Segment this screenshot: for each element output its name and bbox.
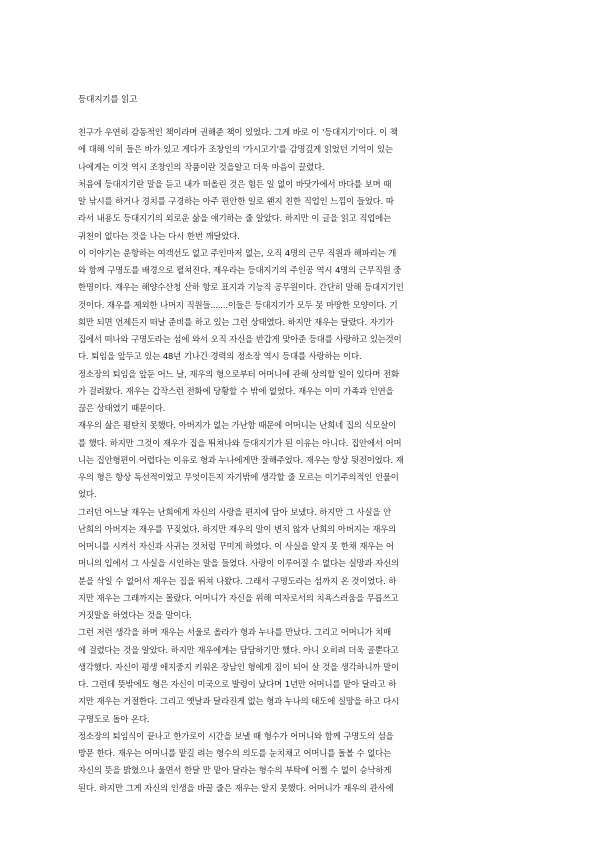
body-line: 와 함께 구명도를 배경으로 펼쳐진다. 재우라는 등대지기의 주인공 역시 4명의 근무직원 중 xyxy=(78,265,402,275)
body-line: 방문 한다. 재우는 어머니를 맡길 려는 형수의 의도를 눈치채고 어머니를 돌볼 수 없다는 xyxy=(78,748,391,758)
body-line: 에 대해 익히 들은 바가 있고 게다가 조창인의 '가시고기'를 감명깊게 읽었던 기억이 있는 xyxy=(78,144,393,155)
body-line: 우의 형은 항상 독선적이었고 무엇이든지 자기밖에 생각할 줄 모르는 이기주의적인 인물이 xyxy=(78,472,399,482)
body-line: 끊은 상태였기 때문이다. xyxy=(78,403,166,413)
body-line: 자신의 뜻을 밝혔으나 울면서 한달 만 맡아 달라는 형수의 부탁에 어쩔 수 없이 승낙하게 xyxy=(78,765,392,776)
body-line: 이 이야기는 운항하는 여객선도 없고 주인마저 없는, 오직 4명의 근무 직원과 해파리는 개 xyxy=(78,247,397,258)
body-line: 회만 되면 언제든지 떠날 준비를 하고 있는 그런 상태였다. 하지만 재우는 달랐다. 자기가 xyxy=(78,316,394,327)
body-line: 었다. xyxy=(78,489,97,500)
document-title: 등대지기를 읽고 xyxy=(78,95,138,105)
body-line: 나에게는 이것 역시 조창인의 작품이란 것을알고 더욱 마음이 끌렸다. xyxy=(78,161,325,172)
body-line: 그런 저런 생각을 하며 재우는 서울로 올라가 형과 누나를 만났다. 그리고 어머니가 치매 xyxy=(78,627,391,638)
body-line: 친구가 우연히 감동적인 책이라며 권해준 책이 있었다. 그게 바로 이 '등대지기'이다. 이 책 xyxy=(78,127,398,137)
body-line: 귀천이 없다는 것을 나는 다시 한번 깨달았다. xyxy=(78,230,240,241)
body-line: 지만 재우는 그래까지는 몰랐다. 어머니가 자신을 위해 여자로서의 치욕스러움을 무릅쓰고 xyxy=(78,592,399,603)
body-line: 머니의 입에서 그 사실을 시인하는 말을 들었다. 사랑이 이루어질 수 없다는 실망과 자신의 xyxy=(78,558,399,569)
body-line: 처음에 등대지기란 말을 듣고 내가 떠올린 것은 힘든 일 없이 바닷가에서 바다를 보며 때 xyxy=(78,178,392,189)
body-line: 거짓말을 하였다는 것을 말이다. xyxy=(78,610,192,620)
body-line: 것이다. 재우를 제외한 나머지 직원들.......이들은 등대지기가 모두 못 마땅한 모양이다. 기 xyxy=(78,299,398,310)
body-line: 된다. 하지만 그게 자신의 인생을 바꿀 줄은 재우는 알지 못했다. 어머니가 재우의 관사에 xyxy=(78,782,394,793)
body-line: 어머니를 시켜서 자신과 사귀는 것처럼 꾸미게 하였다. 이 사실을 알지 못 한채 재우는 어 xyxy=(78,541,394,551)
body-line: 정소장의 퇴임식이 끝나고 한가로이 시간을 보낼 때 형수가 어머니와 함께 구명도의 섬을 xyxy=(78,730,394,741)
body-line: 한명이다. 재우는 해양수산청 산하 항로 표지과 기능직 공무원이다. 간단히 말해 등대지기인 xyxy=(78,282,404,293)
body-line: 지만 재우는 거절한다. 그리고 옛날과 달라진게 없는 형과 누나의 태도에 실망을 하고 다시 xyxy=(78,696,399,707)
document-body xyxy=(78,124,518,797)
body-line: 그러던 어느날 재우는 난희에게 자신의 사랑을 편지에 담아 보냈다. 하지만 그 사실을 안 xyxy=(78,506,391,517)
body-line: 구명도로 돌아 온다. xyxy=(78,713,150,724)
body-line: 다. 퇴임을 앞두고 있는 48년 기나긴 경력의 정소장 역시 등대를 사랑하는 이다. xyxy=(78,351,362,362)
body-line: 니는 집안형편이 어렵다는 이유로 형과 누나에게만 잘해주었다. 재우는 항상 뒷전이었다. 재 xyxy=(78,454,404,465)
body-line: 알 낚시를 하거나 경치를 구경하는 아주 편안한 일로 왠지 친한 직업인 느낌이 들었다. 따 xyxy=(78,196,394,206)
body-line: 정소장의 퇴임을 앞둔 어느 날, 재우의 형으로부터 어머니에 관해 상의할 일이 있다며 전화 xyxy=(78,368,399,379)
body-line: 라서 내용도 등대지기의 외로운 삶을 얘기하는 줄 알았다. 하지만 이 글을 읽고 직업에는 xyxy=(78,213,391,224)
body-line: 생각했다. 자신이 평생 애지중지 키워온 장남인 형에게 짐이 되어 살 것을 생각하니까 말이 xyxy=(78,661,399,672)
body-line: 를 했다. 하지만 그것이 재우가 집을 뛰쳐나와 등대지기가 된 이유는 아니다. 집안에서 어머 xyxy=(78,437,402,448)
body-line: 난희의 아버지는 재우를 꾸짖었다. 하지만 재우의 말이 변치 않자 난희의 아버지는 재우의 xyxy=(78,523,397,534)
body-line: 에 걸렸다는 것을 알았다. 하지만 재우에게는 담담하기만 했다. 아니 오히려 더욱 골뿐다고 xyxy=(78,644,399,655)
body-line: 가 걸려왔다. 재우는 갑작스런 전화에 당황할 수 밖에 없었다. 재우는 이미 가족과 인연을 xyxy=(78,385,394,396)
body-line: 분을 삭일 수 없어서 재우는 집을 뛰쳐 나왔다. 그래서 구명도라는 섬까지 온 것이었다. 하 xyxy=(78,575,397,586)
body-line: 재우의 삶은 평탄치 못했다. 아버지가 없는 가난함 때문에 어머니는 난희네 집의 식모살이 xyxy=(78,420,397,431)
body-line: 집에서 떠나와 구명도라는 섬에 와서 오직 자신을 반갑게 맞아준 등대를 사랑하고 있는것이 xyxy=(78,334,402,344)
body-line: 다. 그런데 뜻밖에도 형은 자신이 미국으로 발령이 났다며 1년만 어머니를 맡아 달라고 하 xyxy=(78,679,397,689)
